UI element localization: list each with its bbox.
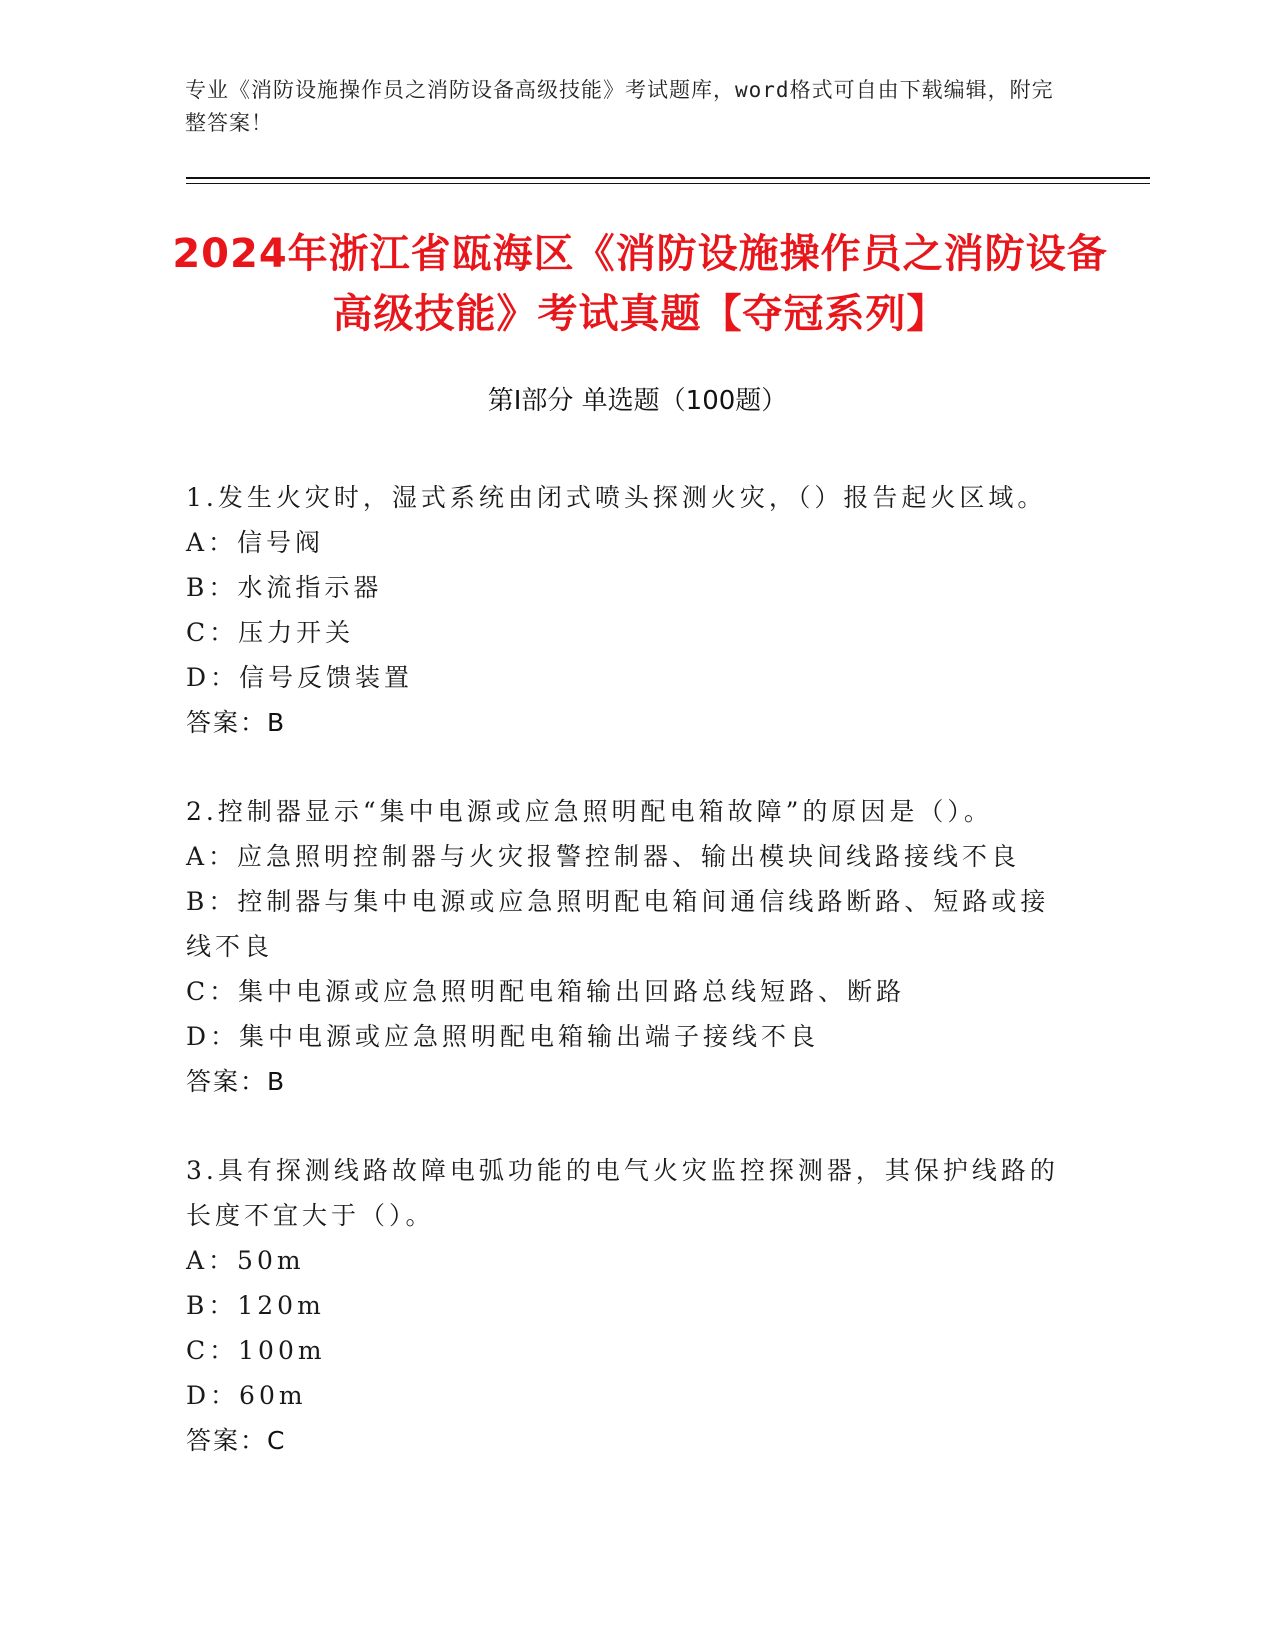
option-b: B：控制器与集中电源或应急照明配电箱间通信线路断路、短路或接线不良 bbox=[186, 887, 1050, 961]
question-stem: 1.发生火灾时，湿式系统由闭式喷头探测火灾，（）报告起火区域。 bbox=[186, 483, 1047, 512]
question-stem: 2.控制器显示“集中电源或应急照明配电箱故障”的原因是（）。 bbox=[186, 797, 993, 826]
option-d: D：信号反馈装置 bbox=[186, 663, 414, 692]
question-2 bbox=[186, 789, 1076, 1104]
question-list bbox=[186, 475, 1076, 1507]
option-c: C：集中电源或应急照明配电箱输出回路总线短路、断路 bbox=[186, 977, 906, 1006]
answer: 答案：B bbox=[186, 708, 287, 737]
answer: 答案：C bbox=[186, 1426, 287, 1455]
option-b: B：120m bbox=[186, 1291, 325, 1320]
option-c: C：100m bbox=[186, 1336, 326, 1365]
option-a: A：应急照明控制器与火灾报警控制器、输出模块间线路接线不良 bbox=[186, 842, 1021, 871]
option-d: D：集中电源或应急照明配电箱输出端子接线不良 bbox=[186, 1022, 820, 1051]
option-a: A：信号阀 bbox=[186, 528, 325, 557]
header-note: 专业《消防设施操作员之消防设备高级技能》考试题库，word格式可自由下载编辑，附完整答案！ bbox=[185, 78, 1054, 135]
question-1 bbox=[186, 475, 1076, 745]
section-title: 第Ⅰ部分 单选题（100题） bbox=[487, 386, 788, 416]
header-rule-thick bbox=[186, 177, 1150, 179]
option-c: C：压力开关 bbox=[186, 618, 355, 647]
option-a: A：50m bbox=[186, 1246, 305, 1275]
option-b: B：水流指示器 bbox=[186, 573, 383, 602]
header-rule-thin bbox=[186, 183, 1150, 184]
answer: 答案：B bbox=[186, 1067, 287, 1096]
question-3 bbox=[186, 1148, 1076, 1463]
option-d: D：60m bbox=[186, 1381, 307, 1410]
document-title: 2024年浙江省瓯海区《消防设施操作员之消防设备高级技能》考试真题【夺冠系列】 bbox=[172, 231, 1108, 337]
question-stem: 3.具有探测线路故障电弧功能的电气火灾监控探测器，其保护线路的长度不宜大于（）。 bbox=[186, 1156, 1059, 1230]
